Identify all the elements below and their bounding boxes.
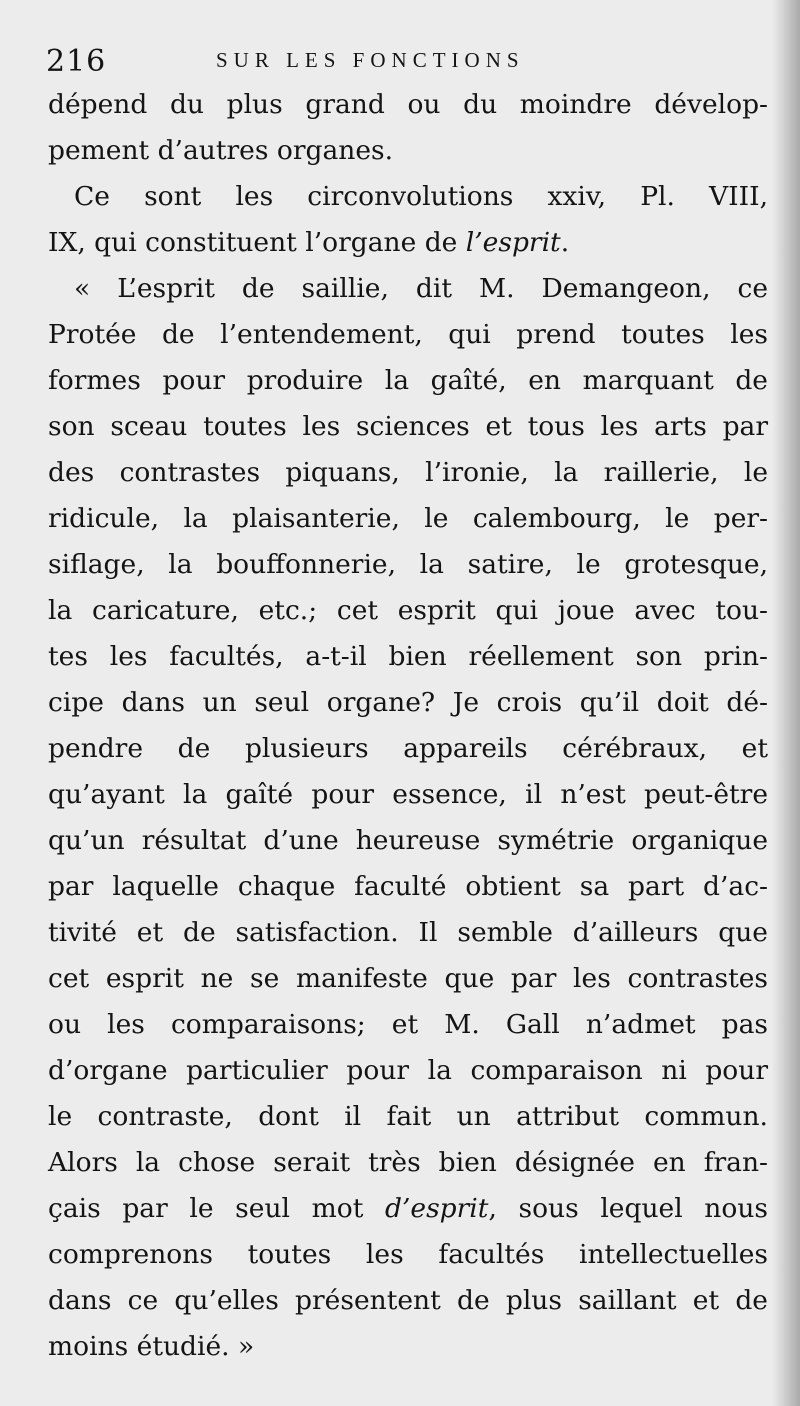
text-line: pendre de plusieurs appareils cérébraux, et [48, 733, 768, 764]
page-number: 216 [46, 44, 107, 79]
text-line: « L’esprit de saillie, dit M. Demangeon, ce [74, 273, 768, 304]
text-line: par laquelle chaque faculté obtient sa part d’ac- [48, 871, 768, 902]
text-line: Alors la chose serait très bien désignée en fran- [48, 1147, 768, 1178]
text-line: le contraste, dont il fait un attribut commun. [48, 1101, 768, 1132]
text-line: ou les comparaisons; et M. Gall n’admet pas [48, 1009, 768, 1040]
body-text [48, 82, 768, 1370]
text-line: comprenons toutes les facultés intellectuelles [48, 1239, 768, 1270]
page-edge-shadow [772, 0, 800, 1406]
text-line: IX, qui constituent l’organe de l’esprit. [48, 227, 570, 258]
text-line: cet esprit ne se manifeste que par les contrastes [48, 963, 768, 994]
text-line: cipe dans un seul organe? Je crois qu’il doit dé- [48, 687, 768, 718]
text-line: Protée de l’entendement, qui prend toutes les [48, 319, 768, 350]
text-line: qu’un résultat d’une heureuse symétrie organique [48, 825, 768, 856]
text-line: pement d’autres organes. [48, 135, 394, 166]
running-head: SUR LES FONCTIONS [216, 48, 525, 72]
text-line: formes pour produire la gaîté, en marquant de [48, 365, 768, 396]
text-line: çais par le seul mot d’esprit, sous lequel nous [48, 1193, 768, 1224]
italic-term: l’esprit [465, 227, 561, 258]
italic-term: d’esprit [385, 1193, 489, 1224]
text-line: tes les facultés, a-t-il bien réellement son prin- [48, 641, 768, 672]
text-line: moins étudié. » [48, 1331, 255, 1362]
text-line: la caricature, etc.; cet esprit qui joue avec tou- [48, 595, 768, 626]
text-line: qu’ayant la gaîté pour essence, il n’est peut-être [48, 779, 768, 810]
text-line: son sceau toutes les sciences et tous les arts par [48, 411, 768, 442]
page-header [46, 44, 746, 84]
text-line: des contrastes piquans, l’ironie, la raillerie, le [48, 457, 768, 488]
text-line: dans ce qu’elles présentent de plus saillant et de [48, 1285, 768, 1316]
text-line: Ce sont les circonvolutions xxiv, Pl. VIII, [74, 181, 768, 212]
text-line: ridicule, la plaisanterie, le calembourg, le per- [48, 503, 768, 534]
text-line: tivité et de satisfaction. Il semble d’ailleurs que [48, 917, 768, 948]
text-line: d’organe particulier pour la comparaison ni pour [48, 1055, 768, 1086]
text-line: dépend du plus grand ou du moindre dévelop- [48, 89, 768, 120]
text-line: siflage, la bouffonnerie, la satire, le grotesque, [48, 549, 768, 580]
